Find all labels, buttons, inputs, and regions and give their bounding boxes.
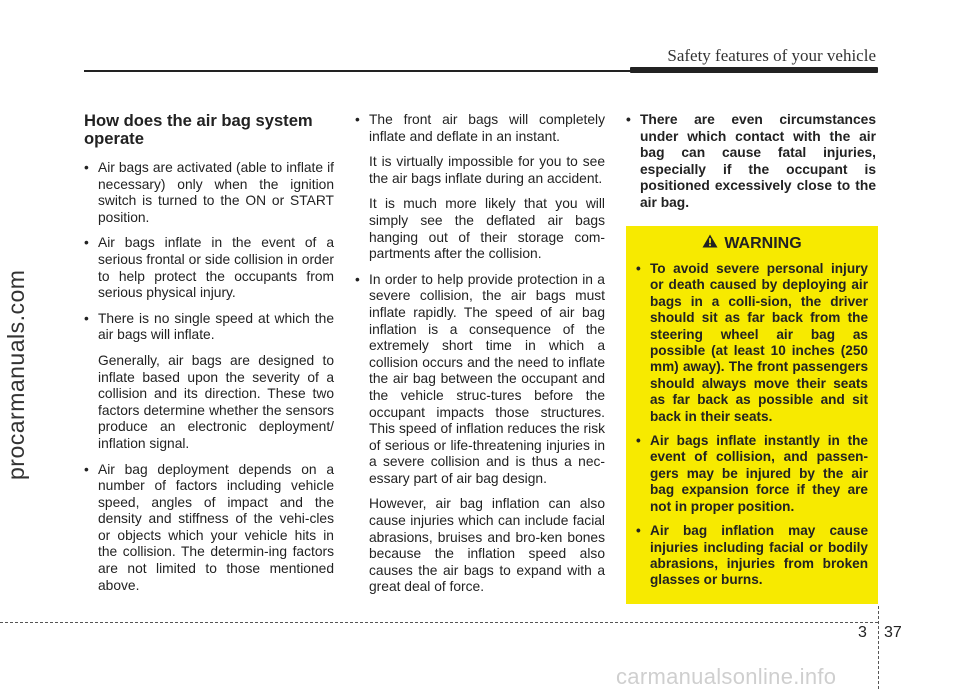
paragraph: • In order to help provide protection in a severe collision, the air bags must inflate rapidly. The speed of air bag inflation is a consequence of the extremely short time in which a collision occurs and the need to inflate the air bag between the occupant and the vehicle struc-tures before the occupant impacts those structures. This speed of inflation reduces the risk of serious or life-threatening injuries in a severe collision and is thus a nec-essary part of air bag design. <box>369 271 605 486</box>
list-item <box>84 235 334 301</box>
paragraph: It is virtually impossible for you to see the air bags inflate during an accident. <box>369 154 605 186</box>
warning-item: • To avoid severe personal injury or death caused by deploying air bags in a colli-sion, the driver should sit as far back from the steering wheel air bag as possible (at least 10 inches (250 mm) away). The front passengers should always move their seats as far back as possible and sit back in their seats. <box>636 261 868 425</box>
column-1 <box>84 112 334 603</box>
bottom-watermark: carmanualsonline.info <box>616 664 837 689</box>
paragraph: • There are even circumstances under which contact with the air bag can cause fatal injuries, especially if the occupant is positioned excessively close to the air bag. <box>640 112 876 210</box>
footer-divider <box>878 606 879 689</box>
chapter-number: 3 <box>858 624 867 641</box>
paragraph: It is much more likely that you will simply see the deflated air bags hanging out of their storage com-partments after the collision. <box>369 196 605 262</box>
warning-title: WARNING <box>724 234 802 252</box>
paragraph: • The front air bags will completely inflate and deflate in an instant. <box>369 112 605 144</box>
warning-box <box>626 226 878 604</box>
list-item <box>355 112 605 263</box>
list-item <box>355 272 605 596</box>
list-item <box>626 112 876 212</box>
warning-triangle-icon <box>702 234 724 253</box>
footer-rule <box>0 622 878 623</box>
paragraph: • Air bag deployment depends on a number of factors including vehicle speed, angles of impact and the density and stiffness of the vehi-cles or objects which your vehicle hits in the collision. The determin-ing factors are not limited to those mentioned above. <box>98 461 334 593</box>
warning-header <box>636 234 868 253</box>
side-watermark: procarmanuals.com <box>3 269 29 480</box>
page-header-title: Safety features of your vehicle <box>667 46 876 65</box>
paragraph: However, air bag inflation can also cause injuries which can include facial abrasions, bruises and bro-ken bones because the inflation speed also causes the air bags to expand with a great deal of force. <box>369 496 605 595</box>
page-number: 37 <box>884 624 902 641</box>
warning-item: • Air bag inflation may cause injuries including facial or bodily abrasions, injuries from broken glasses or burns. <box>636 523 868 589</box>
paragraph: • Air bags inflate in the event of a serious frontal or side collision in order to help protect the occupants from serious physical injury. <box>98 235 334 301</box>
section-heading: How does the air bag system operate <box>84 111 313 148</box>
list-item <box>84 160 334 226</box>
paragraph: • Air bags are activated (able to inflate if necessary) only when the ignition switch is turned to the ON or START position. <box>98 160 334 225</box>
paragraph: • There is no single speed at which the air bags will inflate. <box>98 310 334 343</box>
list-item <box>84 311 334 453</box>
paragraph: Generally, air bags are designed to inflate based upon the severity of a collision and its direction. These two factors determine whether the sensors produce an electronic deployment/ inflation signal. <box>98 352 334 451</box>
list-item <box>84 462 334 595</box>
column-3 <box>626 112 876 221</box>
header-rule-accent <box>630 67 878 73</box>
column-2 <box>355 112 605 605</box>
warning-item: • Air bags inflate instantly in the event of collision, and passen-gers may be injured by the air bag expansion force if they are not in proper position. <box>636 433 868 515</box>
